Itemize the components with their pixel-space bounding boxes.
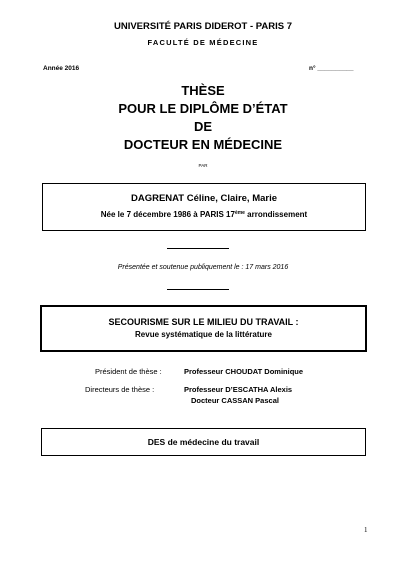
faculty-name: FACULTÉ DE MÉDECINE <box>147 38 259 47</box>
number-blank: __________ <box>317 65 354 72</box>
by-label: PAR <box>198 163 208 168</box>
author-box <box>42 183 366 231</box>
university-name: UNIVERSITÉ PARIS DIDEROT - PARIS 7 <box>113 21 293 32</box>
diploma-text: DES de médecine du travail <box>147 437 260 447</box>
divider-top <box>167 248 229 249</box>
author-birth: Née le 7 décembre 1986 à PARIS 17ème arrondissement <box>100 210 308 219</box>
title-line-3: DE <box>193 119 213 134</box>
diploma-box <box>41 428 366 456</box>
director-2: Docteur CASSAN Pascal <box>191 396 279 405</box>
divider-bottom <box>167 289 229 290</box>
thesis-title-main: SECOURISME SUR LE MILIEU DU TRAVAIL : <box>108 317 299 327</box>
title-line-1: THÈSE <box>181 83 225 98</box>
year-label: Année 2016 <box>43 65 80 72</box>
director-1: Professeur D’ESCATHA Alexis <box>184 385 293 394</box>
directors-label: Directeurs de thèse : <box>85 385 155 394</box>
thesis-title-box <box>40 305 367 352</box>
page-number: 1 <box>364 526 368 534</box>
number-label: n° <box>309 65 316 72</box>
title-line-4: DOCTEUR EN MÉDECINE <box>123 137 283 152</box>
president-label: Président de thèse : <box>95 367 162 376</box>
title-line-2: POUR LE DIPLÔME D’ÉTAT <box>118 101 288 116</box>
thesis-number <box>309 65 354 72</box>
defense-date: Présentée et soutenue publiquement le : 17 mars 2016 <box>117 264 289 271</box>
president-name: Professeur CHOUDAT Dominique <box>184 367 304 376</box>
author-name: DAGRENAT Céline, Claire, Marie <box>130 193 278 204</box>
thesis-title-sub: Revue systématique de la littérature <box>135 330 272 339</box>
